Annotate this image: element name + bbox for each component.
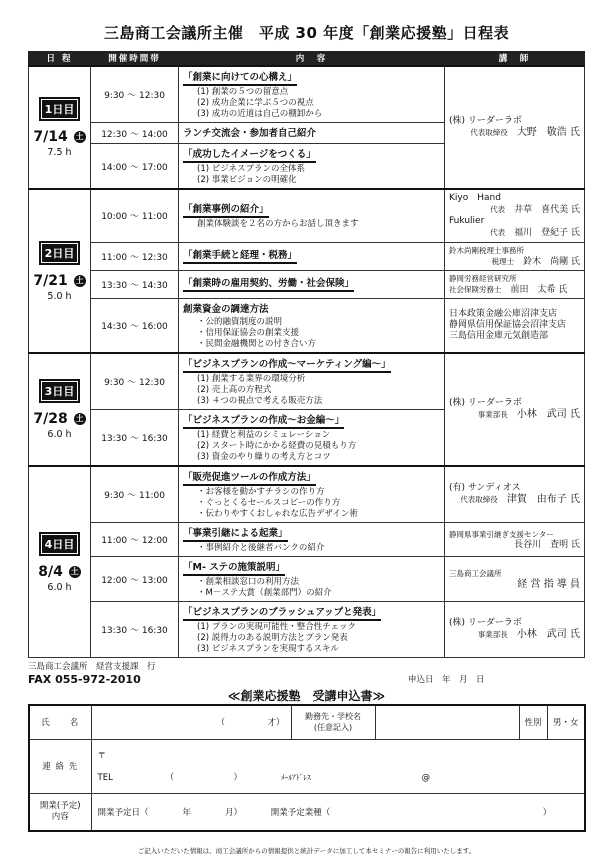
header-content: 内 容 xyxy=(179,52,445,66)
session-time: 13:30 ～ 14:30 xyxy=(91,270,179,298)
lecturer-org: 三島商工会議所 xyxy=(449,569,502,578)
table-row xyxy=(29,602,585,658)
table-row xyxy=(29,557,585,602)
plan-label xyxy=(29,793,91,831)
session-content xyxy=(179,242,445,270)
day-date: 7/21 土 xyxy=(33,272,84,289)
lecturer-org: (株) リーダーラボ xyxy=(449,618,522,628)
privacy-note: ご記入いただいた情報は、商工会議所からの情報提供と統計データに加工して本セミナーの報告に利用いたします。 xyxy=(137,847,476,855)
table-row xyxy=(29,523,585,557)
session-item: (2) 成功企業に学ぶ５つの視点 xyxy=(197,97,314,108)
lecturer-cell xyxy=(445,270,585,298)
session-item: ・伝わりやすくおしゃれな広告デザイン術 xyxy=(197,509,358,519)
header-lecturer: 講 師 xyxy=(445,52,585,66)
session-title: 創業資金の調達方法 xyxy=(183,303,269,315)
lecturer-name: 小林 武司 氏 xyxy=(516,409,580,420)
session-time: 14:30 ～ 16:00 xyxy=(91,298,179,353)
postal-field[interactable] xyxy=(98,749,579,771)
tel-label: TEL xyxy=(97,773,113,783)
lecturer-cell xyxy=(445,189,585,242)
session-content xyxy=(179,123,445,144)
session-content xyxy=(179,353,445,410)
header-time: 開催時間帯 xyxy=(91,52,179,66)
day-badge: 3日目 xyxy=(39,379,81,403)
session-title: 「販売促進ツールの作成方法」 xyxy=(183,469,316,486)
session-item: (2) スタート時にかかる経費の見積もり方 xyxy=(197,441,357,451)
lecturer-name: 大野 敬浩 氏 xyxy=(516,126,580,138)
session-content xyxy=(179,189,445,242)
tel-email-line xyxy=(98,771,579,783)
session-time: 14:00 ～ 17:00 xyxy=(91,144,179,190)
lecturer-org: 静岡県信用保証協会沼津支店 xyxy=(449,319,567,330)
lecturer-org: 日本政策金融公庫沼津支店 xyxy=(449,308,558,319)
lecturer-cell xyxy=(445,353,585,466)
tel-field[interactable]: （ ） xyxy=(165,773,243,783)
postal-mark: 〒 xyxy=(97,751,107,761)
session-item: (3) 資金のやり繰りの考え方とコツ xyxy=(197,452,331,462)
lecturer-org: 静岡県事業引継ぎ支援センター xyxy=(449,529,554,539)
session-item: (2) 事業ビジョンの明確化 xyxy=(197,175,297,185)
saturday-icon: 土 xyxy=(75,275,84,285)
day-badge: 2日目 xyxy=(39,241,81,265)
lecturer-name: 小林 武司 氏 xyxy=(516,629,580,640)
session-title: ランチ交流会・参加者自己紹介 xyxy=(183,128,317,139)
table-row xyxy=(29,189,585,242)
session-title: 「ビジネスプランのブラッシュアップと発表」 xyxy=(183,604,381,621)
table-row xyxy=(29,242,585,270)
form-title: ≪創業応援塾 受講申込書≫ xyxy=(227,689,386,703)
lecturer-cell xyxy=(445,466,585,523)
schedule-header-row xyxy=(29,52,585,66)
session-item: (1) 創業する業界の環境分析 xyxy=(197,374,306,384)
workplace-label-text: 勤務先・学校名 xyxy=(305,712,361,722)
session-title: 「成功したイメージをつくる」 xyxy=(183,146,316,163)
session-item: (1) ビジネスプランの全体系 xyxy=(197,164,305,174)
session-item: ・ぐっとくるセールスコピーの作り方 xyxy=(197,498,341,508)
day-hours: 5.0 h xyxy=(47,290,72,302)
session-item: (3) ビジネスプランを実現するスキル xyxy=(197,644,339,654)
session-time: 9:30 ～ 11:00 xyxy=(91,466,179,523)
session-title: 「事業引継による起業」 xyxy=(183,525,288,542)
plan-field[interactable] xyxy=(91,793,585,831)
session-item: ・M－ステ大賞（創業部門）の紹介 xyxy=(197,588,332,598)
session-item: ・民間金融機関との付き合い方 xyxy=(197,338,317,349)
lecturer-org: (株) リーダーラボ xyxy=(449,115,522,126)
name-label: 氏 名 xyxy=(29,705,91,739)
lecturer-role: 事業部長 xyxy=(477,410,508,419)
name-field[interactable] xyxy=(91,705,291,739)
session-title: 「ビジネスプランの作成～マーケティング編～」 xyxy=(183,356,391,373)
session-content xyxy=(179,270,445,298)
session-time: 13:30 ～ 16:30 xyxy=(91,410,179,467)
session-item: ・信用保証協会の創業支援 xyxy=(197,327,300,338)
recipient-org: 三島商工会議所 経営支援課 行 xyxy=(28,662,156,672)
lecturer-cell xyxy=(445,242,585,270)
apply-date[interactable]: 申込日 年 月 日 xyxy=(408,675,485,685)
workplace-field[interactable] xyxy=(375,705,519,739)
form-row-plan xyxy=(29,793,585,831)
page-title: 三島商工会議所主催 平成 30 年度「創業応援塾」日程表 xyxy=(103,24,510,42)
lecturer-cell xyxy=(445,557,585,602)
lecturer-cell xyxy=(445,298,585,353)
day-hours: 7.5 h xyxy=(47,146,72,158)
lecturer-cell xyxy=(445,66,585,190)
session-content xyxy=(179,298,445,353)
application-form xyxy=(28,704,586,832)
lecturer-role: 事業部長 xyxy=(477,630,508,639)
session-title: 「創業手続と経理・税務」 xyxy=(183,247,297,264)
session-item: 創業体験談を２名の方からお話し頂きます xyxy=(197,219,359,230)
lecturer-name: 長谷川 査明 氏 xyxy=(514,539,580,550)
session-item: (1) 創業の５つの留意点 xyxy=(197,86,289,97)
session-time: 13:30 ～ 16:30 xyxy=(91,602,179,658)
header-day: 日 程 xyxy=(29,52,91,66)
schedule-table xyxy=(28,51,585,658)
day-badge: 1日目 xyxy=(39,97,81,121)
table-row xyxy=(29,466,585,523)
session-title: 「ビジネスプランの作成～お金編～」 xyxy=(183,412,344,429)
lecturer-cell xyxy=(445,523,585,557)
session-item: (1) プランの実現可能性・整合性チェック xyxy=(197,622,356,632)
saturday-icon: 土 xyxy=(75,414,84,423)
session-content xyxy=(179,557,445,602)
session-item: ・公的融資制度の説明 xyxy=(197,316,283,327)
lecturer-role: 税理士 xyxy=(491,256,515,266)
form-row-contact xyxy=(29,739,585,793)
form-row-name xyxy=(29,705,585,739)
session-item: ・お客様を動かすチラシの作り方 xyxy=(197,487,325,497)
session-item: ・事例紹介と後継者バンクの紹介 xyxy=(197,543,325,553)
lecturer-role: 代表取締役 xyxy=(460,495,498,504)
session-content xyxy=(179,66,445,123)
session-content xyxy=(179,410,445,467)
plan-date-field[interactable]: 開業予定日（ 年 月） xyxy=(97,807,243,818)
day-date: 7/28 土 xyxy=(33,411,84,427)
day-cell-4 xyxy=(29,466,91,658)
session-item: (1) 経費と利益のシミュレーション xyxy=(197,430,331,440)
email-field[interactable]: @ xyxy=(421,773,430,783)
session-time: 12:00 ～ 13:00 xyxy=(91,557,179,602)
lecturer-org: 静岡労務経営研究所 xyxy=(449,273,517,283)
day-date: 8/4 土 xyxy=(38,563,79,580)
lecturer-role: 代表 xyxy=(490,204,506,214)
session-content xyxy=(179,523,445,557)
table-row xyxy=(29,298,585,353)
contact-field[interactable] xyxy=(91,739,585,793)
session-title: 「創業時の雇用契約、労働・社会保険」 xyxy=(183,275,354,292)
session-content xyxy=(179,144,445,190)
contact-label: 連 絡 先 xyxy=(29,739,91,793)
lecturer-name: 井草 喜代美 氏 xyxy=(514,204,580,215)
age-field[interactable]: （ 才） xyxy=(216,718,285,729)
session-item: (2) 説得力のある説明方法とプラン発表 xyxy=(197,633,348,643)
plan-label-1: 開業(予定) xyxy=(39,800,81,811)
lecturer-name: 津賀 由布子 氏 xyxy=(506,494,580,505)
day-hours: 6.0 h xyxy=(47,429,72,440)
gender-label: 性別 xyxy=(519,705,547,739)
session-time: 11:00 ～ 12:00 xyxy=(91,523,179,557)
saturday-icon: 土 xyxy=(70,566,79,576)
email-label: ﾒｰﾙｱﾄﾞﾚｽ xyxy=(280,773,311,782)
plan-label-2: 内容 xyxy=(51,811,69,822)
day-badge: 4日目 xyxy=(39,532,81,556)
session-content xyxy=(179,602,445,658)
lecturer-org: (株) リーダーラボ xyxy=(449,398,522,408)
session-time: 11:00 ～ 12:30 xyxy=(91,242,179,270)
session-time: 9:30 ～ 12:30 xyxy=(91,66,179,123)
lecturer-org: 鈴木尚剛税理士事務所 xyxy=(449,245,524,255)
lecturer-name: 福川 登紀子 氏 xyxy=(514,227,580,238)
session-item: (3) 成功の近道は自己の棚卸から xyxy=(197,108,323,119)
gender-field[interactable]: 男・女 xyxy=(547,705,585,739)
lecturer-role: 代表取締役 xyxy=(470,127,508,137)
saturday-icon: 土 xyxy=(75,131,84,141)
workplace-sub-text: (任意記入) xyxy=(313,723,353,733)
fax-number: FAX 055-972-2010 xyxy=(28,673,141,686)
session-title: 「M- ステの施策説明」 xyxy=(183,559,285,576)
lecturer-role: 代表 xyxy=(490,227,506,237)
lecturer-name: 鈴木 尚剛 氏 xyxy=(523,256,580,267)
table-row xyxy=(29,66,585,123)
lecturer-org: (有) サンディオス xyxy=(449,483,521,493)
session-title: 「創業に向けての心構え」 xyxy=(183,69,297,86)
lecturer-org: 三島信用金庫元気創造部 xyxy=(449,330,549,341)
lecturer-name: 経 営 指 導 員 xyxy=(517,579,580,590)
lecturer-cell xyxy=(445,602,585,658)
table-row xyxy=(29,353,585,410)
lecturer-org: Fukulier xyxy=(449,215,485,226)
workplace-label xyxy=(291,705,375,739)
session-item: ・創業相談窓口の利用方法 xyxy=(197,577,300,587)
table-row xyxy=(29,270,585,298)
day-hours: 6.0 h xyxy=(47,581,72,593)
day-date: 7/14 土 xyxy=(33,128,84,145)
session-time: 12:30 ～ 14:00 xyxy=(91,123,179,144)
day-cell-2 xyxy=(29,189,91,353)
lecturer-role: 社会保険労務士 xyxy=(449,284,502,294)
session-time: 9:30 ～ 12:30 xyxy=(91,353,179,410)
lecturer-org: Kiyo Hand xyxy=(449,192,501,203)
day-cell-1 xyxy=(29,66,91,190)
day-cell-3 xyxy=(29,353,91,466)
session-item: (2) 売上高の方程式 xyxy=(197,385,272,395)
session-item: (3) ４つの視点で考える販売方法 xyxy=(197,396,323,406)
session-title: 「創業事例の紹介」 xyxy=(183,201,269,218)
session-content xyxy=(179,466,445,523)
lecturer-name: 前田 太希 氏 xyxy=(510,284,568,295)
plan-type-field[interactable]: 開業予定業種（ ） xyxy=(270,807,552,818)
session-time: 10:00 ～ 11:00 xyxy=(91,189,179,242)
